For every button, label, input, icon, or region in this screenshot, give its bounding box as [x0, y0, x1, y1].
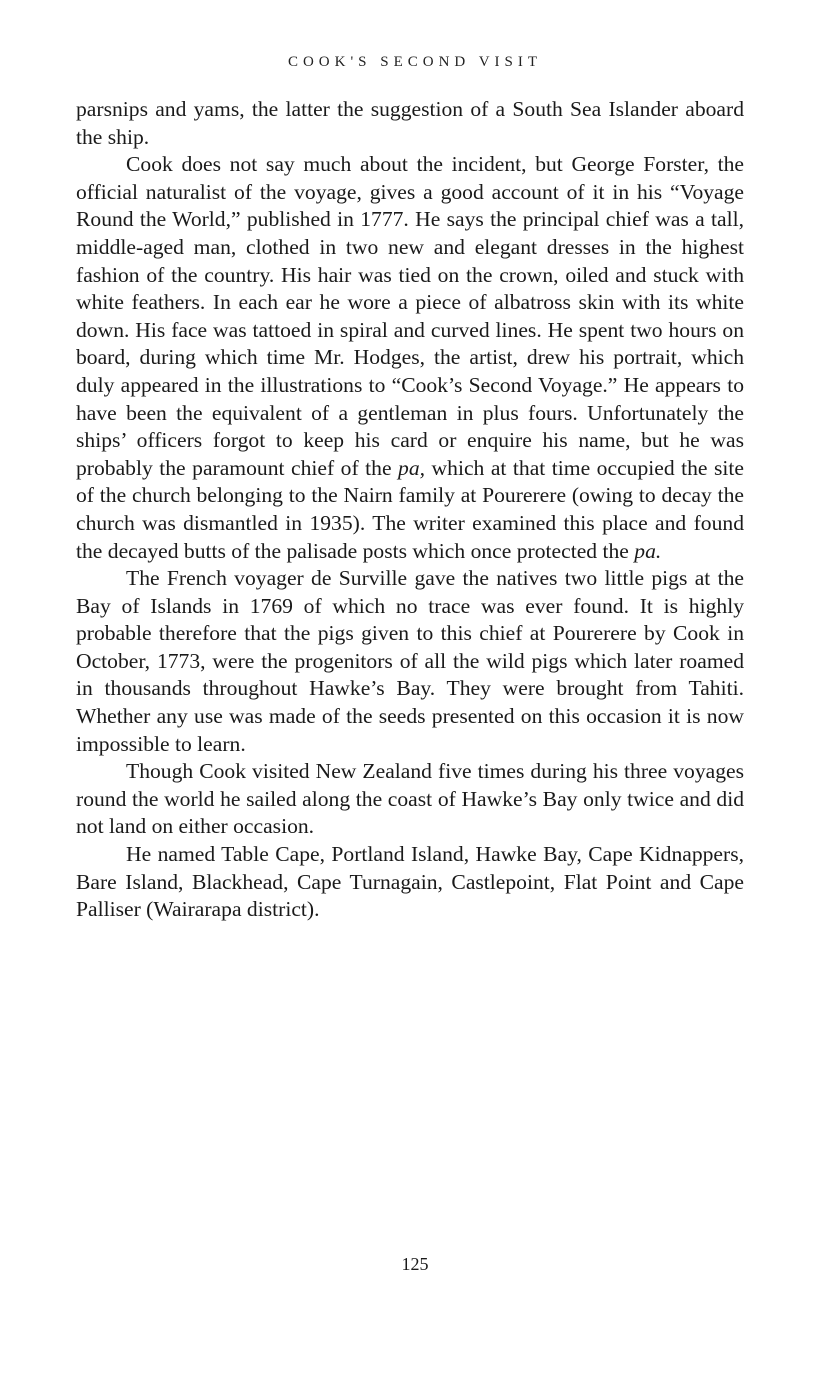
- running-head: COOK'S SECOND VISIT: [287, 54, 543, 70]
- paragraph-2-part-2: which at that time occupied the site of the church belonging to the Nairn family at Pourerere (owing to decay the church was dismantled in 1935). The writer examined this place and found the decayed butts of the palisade posts which once protected the: [76, 455, 744, 563]
- paragraph-2-italic-pa-2: pa.: [634, 538, 662, 563]
- page-number: 125: [401, 1254, 429, 1274]
- body-text: [76, 96, 744, 924]
- paragraph-3: The French voyager de Surville gave the natives two little pigs at the Bay of Islands in 1769 of which no trace was ever found. It is highly probable therefore that the pigs given to this chief at Pourerere by Cook in October, 1773, were the progenitors of all the wild pigs which later roamed in thousands throughout Hawke’s Bay. They were brought from Tahiti. Whether any use was made of the seeds presented on this occasion it is now impossible to learn.: [76, 566, 744, 756]
- paragraph-2-italic-pa-1: pa,: [398, 455, 426, 480]
- paragraph-5: He named Table Cape, Portland Island, Hawke Bay, Cape Kidnappers, Bare Island, Blackhead, Cape Turnagain, Castlepoint, Flat Point and Cape Palliser (Wairarapa district).: [76, 842, 744, 922]
- paragraph-2: [76, 151, 744, 565]
- paragraph-4: Though Cook visited New Zealand five times during his three voyages round the world he sailed along the coast of Hawke’s Bay only twice and did not land on either occasion.: [76, 759, 744, 839]
- paragraph-2-part-1: Cook does not say much about the incident, but George Forster, the official naturalist of the voyage, gives a good account of it in his “Voyage Round the World,” published in 1777. He says the principal chief was a tall, middle-aged man, clothed in two new and elegant dresses in the highest fashion of the country. His hair was tied on the crown, oiled and stuck with white feathers. In each ear he wore a piece of albatross skin with its white down. His face was tattoed in spiral and curved lines. He spent two hours on board, during which time Mr. Hodges, the artist, drew his portrait, which duly appeared in the illustrations to “Cook’s Second Voyage.” He appears to have been the equivalent of a gentleman in plus fours. Unfortunately the ships’ officers forgot to keep his card or enquire his name, but he was probably the paramount chief of the: [76, 152, 744, 480]
- paragraph-1: parsnips and yams, the latter the suggestion of a South Sea Islander aboard the ship.: [76, 97, 744, 149]
